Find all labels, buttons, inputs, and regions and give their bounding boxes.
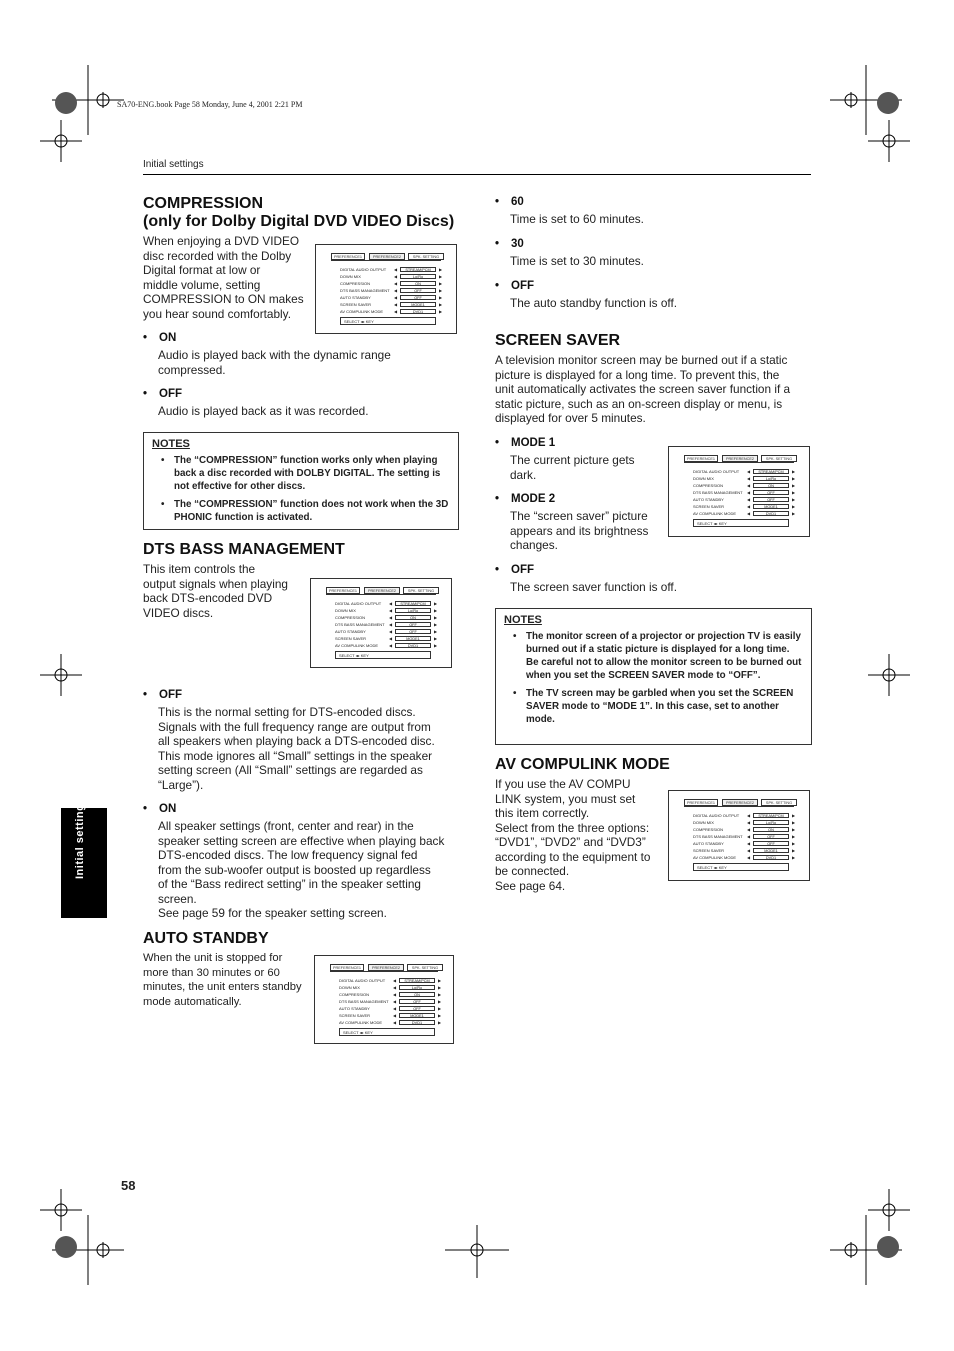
note-item: • The monitor screen of a projector or projection TV is easily burned out if a static picture is displayed for a long time. Be careful not to allow the monitor screen to be burned out when you set the SCREEN SAVER mode to “OFF”. xyxy=(504,630,803,682)
osd-row-label: AUTO STANDBY xyxy=(340,295,371,300)
arrow-left-icon: ◀ xyxy=(393,1006,397,1011)
arrow-right-icon: ▶ xyxy=(792,511,796,516)
osd-row-value: Lo/Ro xyxy=(753,820,789,825)
osd-row-value: Lo/Ro xyxy=(399,985,435,990)
osd-row-value: ON xyxy=(399,992,435,997)
auto-standby-off-label: • OFF xyxy=(495,280,534,292)
compression-on-text: Audio is played back with the dynamic range compressed. xyxy=(158,348,391,377)
osd-row-label: AUTO STANDBY xyxy=(335,629,366,634)
arrow-left-icon: ◀ xyxy=(747,476,751,481)
osd-row-label: DTS BASS MANAGEMENT xyxy=(340,288,390,293)
arrow-left-icon: ◀ xyxy=(389,629,393,634)
dts-off-label: • OFF xyxy=(143,689,182,701)
osd-row xyxy=(340,288,450,294)
screen-saver-off-label: • OFF xyxy=(495,564,534,576)
osd-row-value: Lo/Ro xyxy=(753,476,789,481)
arrow-right-icon: ▶ xyxy=(792,855,796,860)
osd-tab: SPK. SETTING xyxy=(761,799,797,806)
screen-saver-mode1-text: The current picture gets dark. xyxy=(510,453,635,482)
osd-row-label: AV COMPULINK MODE xyxy=(693,511,737,516)
arrow-right-icon: ▶ xyxy=(439,274,443,279)
left-right-arrows-icon: ◂▸ xyxy=(360,319,365,324)
arrow-right-icon: ▶ xyxy=(439,288,443,293)
osd-row-label: DOWN MIX xyxy=(693,476,714,481)
arrow-left-icon: ◀ xyxy=(747,469,751,474)
arrow-left-icon: ◀ xyxy=(747,855,751,860)
auto-standby-60-text: Time is set to 60 minutes. xyxy=(510,212,644,226)
left-right-arrows-icon: ◂▸ xyxy=(713,865,718,870)
osd-row xyxy=(335,608,445,614)
osd-row-value: DVD1 xyxy=(753,855,789,860)
arrow-right-icon: ▶ xyxy=(792,841,796,846)
osd-tab: PREFERENCE1 xyxy=(330,964,364,971)
osd-row-label: SCREEN SAVER xyxy=(339,1013,371,1018)
arrow-left-icon: ◀ xyxy=(747,511,751,516)
osd-row xyxy=(693,855,803,861)
osd-row xyxy=(340,309,450,315)
osd-menu-area xyxy=(330,971,442,1035)
osd-row-label: COMPRESSION xyxy=(340,281,371,286)
osd-row-label: DTS BASS MANAGEMENT xyxy=(693,834,743,839)
compression-on-label: • ON xyxy=(143,332,176,344)
left-right-arrows-icon: ◂▸ xyxy=(713,521,718,526)
osd-row-value: OFF xyxy=(399,999,435,1004)
osd-row xyxy=(339,999,449,1005)
arrow-left-icon: ◀ xyxy=(393,978,397,983)
osd-row-value: OFF xyxy=(395,629,431,634)
arrow-left-icon: ◀ xyxy=(389,636,393,641)
osd-row-label: SCREEN SAVER xyxy=(335,636,367,641)
osd-row-value: OFF xyxy=(399,1006,435,1011)
arrow-left-icon: ◀ xyxy=(747,834,751,839)
note-item: • The TV screen may be garbled when you set the SCREEN SAVER mode to “MODE 1”. In this case, set to another mode. xyxy=(504,687,803,726)
osd-key-label: KEY xyxy=(364,1030,373,1035)
osd-tab: PREFERENCE2 xyxy=(722,799,758,806)
osd-row xyxy=(335,615,445,621)
arrow-left-icon: ◀ xyxy=(393,999,397,1004)
running-head: Initial settings xyxy=(143,159,204,170)
arrow-right-icon: ▶ xyxy=(434,629,438,634)
arrow-right-icon: ▶ xyxy=(434,643,438,648)
osd-menu-area xyxy=(684,462,796,526)
osd-row xyxy=(693,483,803,489)
compression-intro: When enjoying a DVD VIDEO disc recorded with the Dolby Digital format at low or middle volume, setting COMPRESSION to ON makes you hear sound comfortably. xyxy=(143,234,304,321)
osd-row-label: COMPRESSION xyxy=(335,615,366,620)
arrow-left-icon: ◀ xyxy=(394,267,398,272)
arrow-right-icon: ▶ xyxy=(434,636,438,641)
osd-tab: SPK. SETTING xyxy=(403,587,439,594)
notes-title: NOTES xyxy=(152,438,190,450)
osd-screen-auto-standby xyxy=(314,955,454,1044)
osd-row-label: DIGITAL AUDIO OUTPUT xyxy=(693,469,740,474)
osd-select-label: SELECT xyxy=(343,1030,359,1035)
arrow-right-icon: ▶ xyxy=(792,483,796,488)
compression-notes xyxy=(143,432,459,530)
osd-tab: PREFERENCE1 xyxy=(684,455,718,462)
osd-row xyxy=(693,511,803,517)
osd-row xyxy=(339,1006,449,1012)
osd-row xyxy=(693,820,803,826)
osd-select-bar xyxy=(339,1028,435,1036)
arrow-right-icon: ▶ xyxy=(792,848,796,853)
arrow-left-icon: ◀ xyxy=(747,827,751,832)
arrow-left-icon: ◀ xyxy=(393,1013,397,1018)
osd-row-value: OFF xyxy=(395,622,431,627)
osd-row xyxy=(693,469,803,475)
osd-row-label: COMPRESSION xyxy=(339,992,370,997)
arrow-right-icon: ▶ xyxy=(438,978,442,983)
arrow-left-icon: ◀ xyxy=(394,274,398,279)
osd-row-value: OFF xyxy=(753,497,789,502)
osd-row xyxy=(335,601,445,607)
osd-screen-screen-saver xyxy=(668,446,810,537)
osd-row xyxy=(340,281,450,287)
arrow-right-icon: ▶ xyxy=(792,504,796,509)
notes-title: NOTES xyxy=(504,614,542,626)
osd-row-label: DTS BASS MANAGEMENT xyxy=(335,622,385,627)
osd-row-value: STREAM/PCM xyxy=(399,978,435,983)
osd-select-label: SELECT xyxy=(344,319,360,324)
osd-menu-area xyxy=(684,806,796,870)
osd-screen-av-compulink xyxy=(668,790,810,881)
arrow-left-icon: ◀ xyxy=(747,841,751,846)
compression-off-text: Audio is played back as it was recorded. xyxy=(158,404,369,418)
left-right-arrows-icon: ◂▸ xyxy=(355,653,360,658)
osd-row-value: ON xyxy=(400,281,436,286)
arrow-left-icon: ◀ xyxy=(393,985,397,990)
osd-row xyxy=(693,827,803,833)
dts-intro: This item controls the output signals when playing back DTS-encoded DVD VIDEO discs. xyxy=(143,562,288,620)
arrow-right-icon: ▶ xyxy=(438,985,442,990)
osd-key-label: KEY xyxy=(718,521,727,526)
arrow-right-icon: ▶ xyxy=(792,490,796,495)
osd-row xyxy=(335,622,445,628)
osd-row-value: OFF xyxy=(753,490,789,495)
osd-row-value: ON xyxy=(753,827,789,832)
osd-row-label: SCREEN SAVER xyxy=(693,504,725,509)
arrow-right-icon: ▶ xyxy=(438,1013,442,1018)
osd-row-label: DOWN MIX xyxy=(693,820,714,825)
osd-row-value: OFF xyxy=(753,841,789,846)
dts-title: DTS BASS MANAGEMENT xyxy=(143,541,345,558)
osd-row xyxy=(335,643,445,649)
arrow-right-icon: ▶ xyxy=(434,601,438,606)
osd-row-value: DVD1 xyxy=(400,309,436,314)
osd-row-label: DOWN MIX xyxy=(339,985,360,990)
osd-row-label: AUTO STANDBY xyxy=(693,841,724,846)
book-meta: SA70-ENG.book Page 58 Monday, June 4, 2001 2:21 PM xyxy=(117,100,303,109)
header-rule xyxy=(143,174,811,175)
screen-saver-off-text: The screen saver function is off. xyxy=(510,580,677,594)
osd-tab: PREFERENCE1 xyxy=(684,799,718,806)
dts-on-text: All speaker settings (front, center and rear) in the speaker setting screen are effective when playing back DTS-encoded discs. The low frequency signal fed from the sub-woofer output is boosted up regardless of the “Bass redirect setting” in the speaker setting screen. See page 59 for the speaker setting screen. xyxy=(158,819,445,920)
page-number: 58 xyxy=(121,1178,136,1193)
osd-row xyxy=(339,978,449,984)
auto-standby-30-label: • 30 xyxy=(495,238,524,250)
osd-row-label: AUTO STANDBY xyxy=(693,497,724,502)
osd-tab: PREFERENCE2 xyxy=(364,587,400,594)
arrow-left-icon: ◀ xyxy=(747,848,751,853)
osd-screen-dts xyxy=(310,578,452,668)
osd-row-value: OFF xyxy=(753,834,789,839)
osd-key-label: KEY xyxy=(365,319,374,324)
osd-row xyxy=(693,848,803,854)
arrow-right-icon: ▶ xyxy=(434,615,438,620)
arrow-right-icon: ▶ xyxy=(792,813,796,818)
arrow-left-icon: ◀ xyxy=(747,820,751,825)
arrow-left-icon: ◀ xyxy=(389,622,393,627)
arrow-right-icon: ▶ xyxy=(439,309,443,314)
arrow-right-icon: ▶ xyxy=(792,834,796,839)
osd-row xyxy=(340,267,450,273)
osd-row-value: Lo/Ro xyxy=(400,274,436,279)
osd-row xyxy=(339,1020,449,1026)
arrow-left-icon: ◀ xyxy=(393,992,397,997)
arrow-left-icon: ◀ xyxy=(747,504,751,509)
arrow-right-icon: ▶ xyxy=(439,295,443,300)
av-compulink-title: AV COMPULINK MODE xyxy=(495,756,670,773)
osd-row xyxy=(339,1013,449,1019)
auto-standby-intro: When the unit is stopped for more than 30 minutes or 60 minutes, the unit enters standby mode automatically. xyxy=(143,952,302,1008)
arrow-left-icon: ◀ xyxy=(747,490,751,495)
arrow-right-icon: ▶ xyxy=(438,999,442,1004)
osd-row-label: DIGITAL AUDIO OUTPUT xyxy=(340,267,387,272)
osd-menu-area xyxy=(326,594,438,658)
osd-select-label: SELECT xyxy=(697,521,713,526)
osd-row xyxy=(339,992,449,998)
osd-tab: PREFERENCE2 xyxy=(722,455,758,462)
osd-row-label: DIGITAL AUDIO OUTPUT xyxy=(339,978,386,983)
arrow-left-icon: ◀ xyxy=(747,483,751,488)
osd-select-label: SELECT xyxy=(339,653,355,658)
osd-select-bar xyxy=(693,519,789,527)
screen-saver-intro: A television monitor screen may be burned out if a static picture is displayed for a long time. To prevent this, the unit automatically activates the screen saver function if a static picture, such as an on-screen display or menu, is displayed for over 5 minutes. xyxy=(495,353,791,425)
arrow-left-icon: ◀ xyxy=(389,643,393,648)
osd-row-label: AV COMPULINK MODE xyxy=(340,309,384,314)
osd-row xyxy=(340,302,450,308)
osd-row xyxy=(335,636,445,642)
osd-row-label: AV COMPULINK MODE xyxy=(335,643,379,648)
osd-row-value: STREAM/PCM xyxy=(395,601,431,606)
osd-row-value: DVD1 xyxy=(395,643,431,648)
arrow-right-icon: ▶ xyxy=(438,1006,442,1011)
osd-row xyxy=(339,985,449,991)
osd-row xyxy=(693,504,803,510)
osd-row-value: STREAM/PCM xyxy=(400,267,436,272)
osd-row-value: STREAM/PCM xyxy=(753,813,789,818)
arrow-right-icon: ▶ xyxy=(792,497,796,502)
osd-row-value: Lo/Ro xyxy=(395,608,431,613)
osd-row xyxy=(693,497,803,503)
osd-row-label: DIGITAL AUDIO OUTPUT xyxy=(693,813,740,818)
screen-saver-title: SCREEN SAVER xyxy=(495,332,621,349)
side-tab xyxy=(61,797,107,918)
osd-row-label: SCREEN SAVER xyxy=(693,848,725,853)
arrow-left-icon: ◀ xyxy=(394,281,398,286)
arrow-left-icon: ◀ xyxy=(389,615,393,620)
osd-row-value: MODE1 xyxy=(400,302,436,307)
osd-row-value: OFF xyxy=(400,295,436,300)
osd-screen-compression xyxy=(315,244,457,334)
osd-row-label: DOWN MIX xyxy=(335,608,356,613)
arrow-right-icon: ▶ xyxy=(439,281,443,286)
osd-row-value: OFF xyxy=(400,288,436,293)
osd-row-value: ON xyxy=(753,483,789,488)
osd-tab: SPK. SETTING xyxy=(408,253,444,260)
osd-tab: PREFERENCE1 xyxy=(326,587,360,594)
osd-row-value: DVD1 xyxy=(753,511,789,516)
osd-row xyxy=(693,476,803,482)
osd-tab: SPK. SETTING xyxy=(761,455,797,462)
osd-row-value: MODE1 xyxy=(753,848,789,853)
auto-standby-60-label: • 60 xyxy=(495,196,524,208)
side-tab-label: Initial settings xyxy=(74,797,86,879)
osd-row xyxy=(693,841,803,847)
osd-tab: PREFERENCE1 xyxy=(331,253,365,260)
osd-row-value: MODE1 xyxy=(399,1013,435,1018)
arrow-right-icon: ▶ xyxy=(438,1020,442,1025)
osd-row xyxy=(693,490,803,496)
osd-row-label: DOWN MIX xyxy=(340,274,361,279)
osd-row-label: COMPRESSION xyxy=(693,483,724,488)
osd-select-bar xyxy=(693,863,789,871)
screen-saver-mode1-label: • MODE 1 xyxy=(495,437,555,449)
arrow-left-icon: ◀ xyxy=(394,309,398,314)
left-right-arrows-icon: ◂▸ xyxy=(359,1030,364,1035)
osd-row-value: MODE1 xyxy=(753,504,789,509)
osd-row-value: STREAM/PCM xyxy=(753,469,789,474)
osd-row-label: AV COMPULINK MODE xyxy=(339,1020,383,1025)
auto-standby-30-text: Time is set to 30 minutes. xyxy=(510,254,644,268)
arrow-left-icon: ◀ xyxy=(394,288,398,293)
arrow-left-icon: ◀ xyxy=(393,1020,397,1025)
arrow-left-icon: ◀ xyxy=(394,295,398,300)
compression-title: COMPRESSION (only for Dolby Digital DVD VIDEO Discs) xyxy=(143,195,455,230)
osd-row-value: MODE1 xyxy=(395,636,431,641)
arrow-right-icon: ▶ xyxy=(434,608,438,613)
arrow-right-icon: ▶ xyxy=(434,622,438,627)
osd-select-bar xyxy=(335,651,431,659)
osd-row xyxy=(693,834,803,840)
dts-off-text: This is the normal setting for DTS-encoded discs. Signals with the full frequency range are output from all speakers when playing back a DTS-encoded disc. This mode ignores all “Small” settings in the speaker setting screen (All “Small” settings are regarded as “Large”). xyxy=(158,705,435,792)
arrow-right-icon: ▶ xyxy=(438,992,442,997)
note-item: • The “COMPRESSION” function works only when playing back a disc recorded with DOLBY DIGITAL. The setting is not effective for other discs. xyxy=(152,454,450,493)
osd-row-label: SCREEN SAVER xyxy=(340,302,372,307)
osd-row-label: DIGITAL AUDIO OUTPUT xyxy=(335,601,382,606)
arrow-right-icon: ▶ xyxy=(792,820,796,825)
screen-saver-notes xyxy=(495,608,812,745)
auto-standby-off-text: The auto standby function is off. xyxy=(510,296,678,310)
dts-on-label: • ON xyxy=(143,803,176,815)
arrow-left-icon: ◀ xyxy=(747,813,751,818)
osd-row xyxy=(693,813,803,819)
osd-tab: PREFERENCE2 xyxy=(369,253,405,260)
osd-row-label: AUTO STANDBY xyxy=(339,1006,370,1011)
osd-row-label: DTS BASS MANAGEMENT xyxy=(339,999,389,1004)
osd-tab: SPK. SETTING xyxy=(407,964,443,971)
osd-menu-area xyxy=(331,260,443,324)
osd-select-label: SELECT xyxy=(697,865,713,870)
osd-key-label: KEY xyxy=(718,865,727,870)
arrow-left-icon: ◀ xyxy=(394,302,398,307)
av-compulink-intro: If you use the AV COMPU LINK system, you must set this item correctly. Select from the three options: “DVD1”, “DVD2” and “DVD3” according to the equipment to be connected. See page 64. xyxy=(495,777,651,893)
osd-row-label: COMPRESSION xyxy=(693,827,724,832)
arrow-right-icon: ▶ xyxy=(792,476,796,481)
osd-row-label: AV COMPULINK MODE xyxy=(693,855,737,860)
auto-standby-title: AUTO STANDBY xyxy=(143,930,269,947)
osd-row-value: DVD1 xyxy=(399,1020,435,1025)
arrow-right-icon: ▶ xyxy=(439,267,443,272)
osd-row xyxy=(340,295,450,301)
arrow-right-icon: ▶ xyxy=(792,827,796,832)
note-item: • The “COMPRESSION” function does not work when the 3D PHONIC function is activated. xyxy=(152,498,450,524)
arrow-right-icon: ▶ xyxy=(792,469,796,474)
osd-row xyxy=(340,274,450,280)
osd-key-label: KEY xyxy=(360,653,369,658)
screen-saver-mode2-text: The “screen saver” picture appears and its brightness changes. xyxy=(510,509,649,552)
osd-row-value: ON xyxy=(395,615,431,620)
osd-tab: PREFERENCE2 xyxy=(368,964,404,971)
arrow-right-icon: ▶ xyxy=(439,302,443,307)
compression-off-label: • OFF xyxy=(143,388,182,400)
osd-row xyxy=(335,629,445,635)
osd-select-bar xyxy=(340,317,436,325)
arrow-left-icon: ◀ xyxy=(389,601,393,606)
arrow-left-icon: ◀ xyxy=(389,608,393,613)
osd-row-label: DTS BASS MANAGEMENT xyxy=(693,490,743,495)
screen-saver-mode2-label: • MODE 2 xyxy=(495,493,555,505)
arrow-left-icon: ◀ xyxy=(747,497,751,502)
